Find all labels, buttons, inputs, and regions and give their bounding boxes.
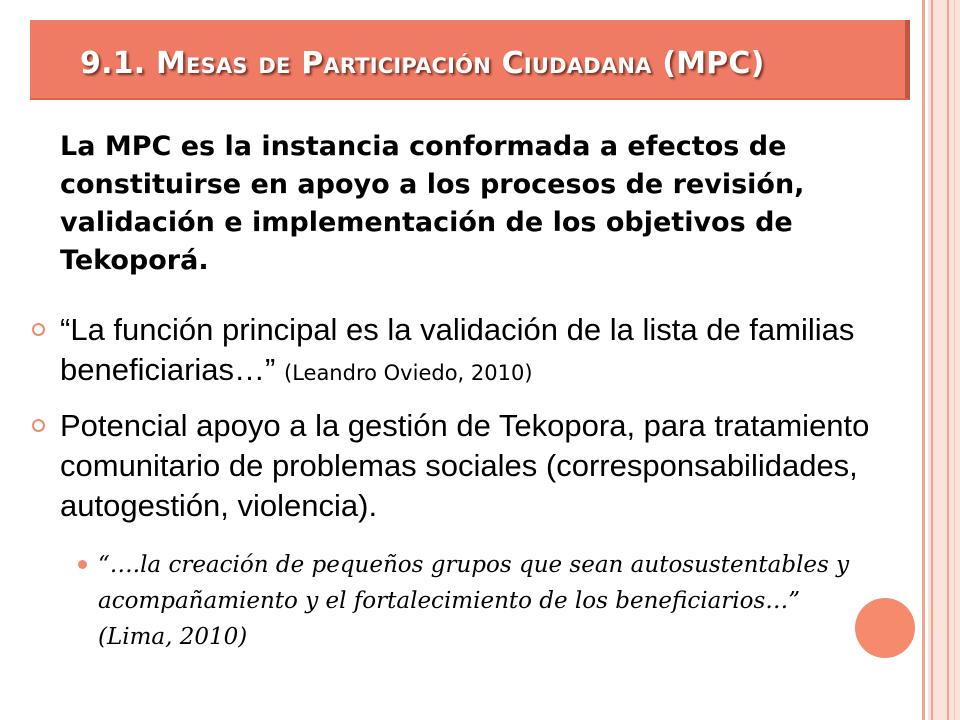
sub-bullet-quote: “….la creación de pequeños grupos que sean autosustentables y acompañamiento y el fortalecimiento de los beneficiarios…” (Lima, 2010) (98, 552, 850, 650)
title-word: Ciudadana (501, 46, 652, 81)
bullet-citation: (Leandro Oviedo, 2010) (284, 361, 533, 385)
decorative-stripe (922, 0, 925, 720)
bullet-ring-icon (32, 323, 45, 336)
title-word: de (258, 46, 291, 81)
title-word: Mesas (156, 46, 248, 81)
title-number: 9.1. (80, 46, 146, 81)
bullet-text (60, 310, 882, 393)
sub-bullet-item (78, 547, 858, 655)
title-word: Participación (301, 46, 492, 81)
bullet-text: Potencial apoyo a la gestión de Tekopora, para tratamiento comunitario de problemas sociales (corresponsabilidades, autogestión, violencia). (60, 408, 870, 523)
bullet-item (32, 406, 882, 526)
sub-bullet-dot-icon (78, 560, 87, 569)
decorative-stripe (931, 0, 933, 720)
intro-paragraph: La MPC es la instancia conformada a efectos de constituirse en apoyo a los procesos de revisión, validación e implementación de los objetivos de Tekoporá. (60, 131, 805, 276)
decorative-circle (855, 598, 915, 658)
bullet-quote: “La función principal es la validación de la lista de familias beneficiarias…” (60, 312, 855, 387)
decorative-stripe (954, 0, 955, 720)
bullet-ring-icon (32, 419, 45, 432)
title-suffix: (MPC) (662, 46, 765, 81)
bullet-item (32, 310, 882, 393)
decorative-stripe (947, 0, 949, 720)
